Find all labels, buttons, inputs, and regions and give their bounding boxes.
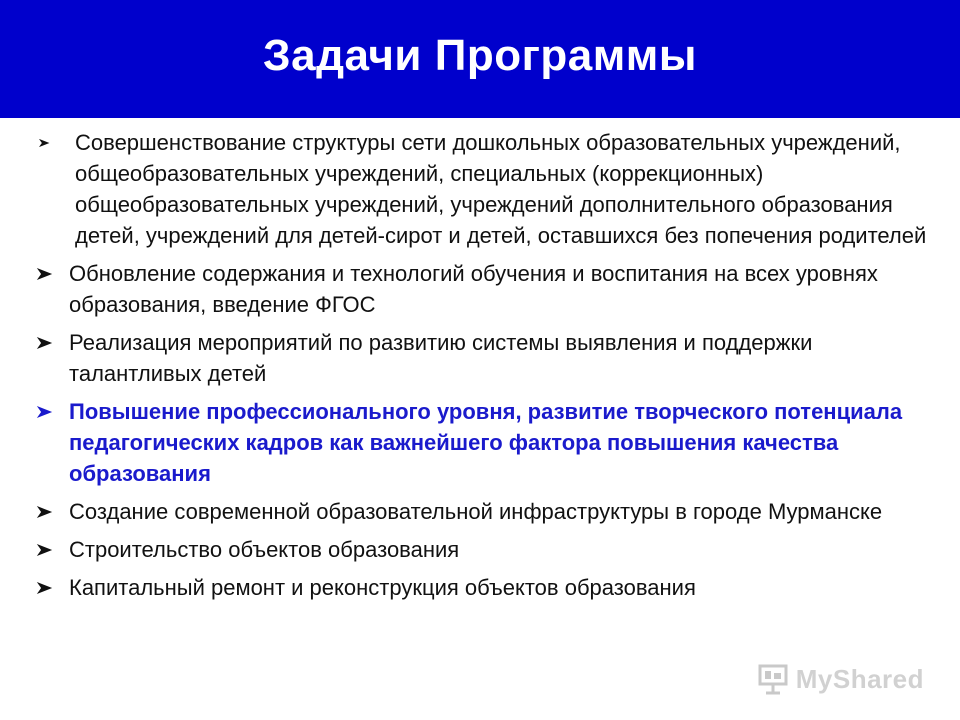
watermark xyxy=(756,662,924,696)
bullet-item xyxy=(32,258,942,320)
title-bar xyxy=(0,0,960,118)
bullet-text: Реализация мероприятий по развитию системы выявления и поддержки талантливых детей xyxy=(69,330,813,386)
bullet-item xyxy=(32,496,942,527)
arrowhead-bullet-icon xyxy=(32,496,56,527)
arrowhead-bullet-icon xyxy=(32,534,56,565)
bullet-text: Строительство объектов образования xyxy=(69,537,460,562)
arrowhead-bullet-icon xyxy=(32,327,56,358)
bullet-text: Совершенствование структуры сети дошкольных образовательных учреждений, общеобразовательных учреждений, специальных (коррекционных) общеобразовательных учреждений, учреждений дополнительного образования детей, учреждений для детей-сирот и детей, оставшихся без попечения родителей xyxy=(75,130,927,248)
slide-title: Задачи Программы xyxy=(263,31,697,80)
arrowhead-bullet-icon xyxy=(32,127,56,158)
arrowhead-bullet-icon xyxy=(32,572,56,603)
bullet-text: Повышение профессионального уровня, развитие творческого потенциала педагогических кадров как важнейшего фактора повышения качества образования xyxy=(69,399,903,486)
bullet-item xyxy=(32,327,942,389)
bullet-text: Создание современной образовательной инфраструктуры в городе Мурманске xyxy=(69,499,883,524)
bullet-text: Обновление содержания и технологий обучения и воспитания на всех уровнях образования, введение ФГОС xyxy=(69,261,878,317)
bullet-item-highlighted xyxy=(32,396,942,489)
arrowhead-bullet-icon xyxy=(32,396,56,427)
bullet-text: Капитальный ремонт и реконструкция объектов образования xyxy=(69,575,696,600)
bullet-item xyxy=(32,127,942,251)
bullet-item xyxy=(32,572,942,603)
watermark-text: MyShared xyxy=(795,663,924,694)
presentation-board-icon xyxy=(756,662,790,696)
bullet-list xyxy=(32,127,942,610)
bullet-item xyxy=(32,534,942,565)
arrowhead-bullet-icon xyxy=(32,258,56,289)
